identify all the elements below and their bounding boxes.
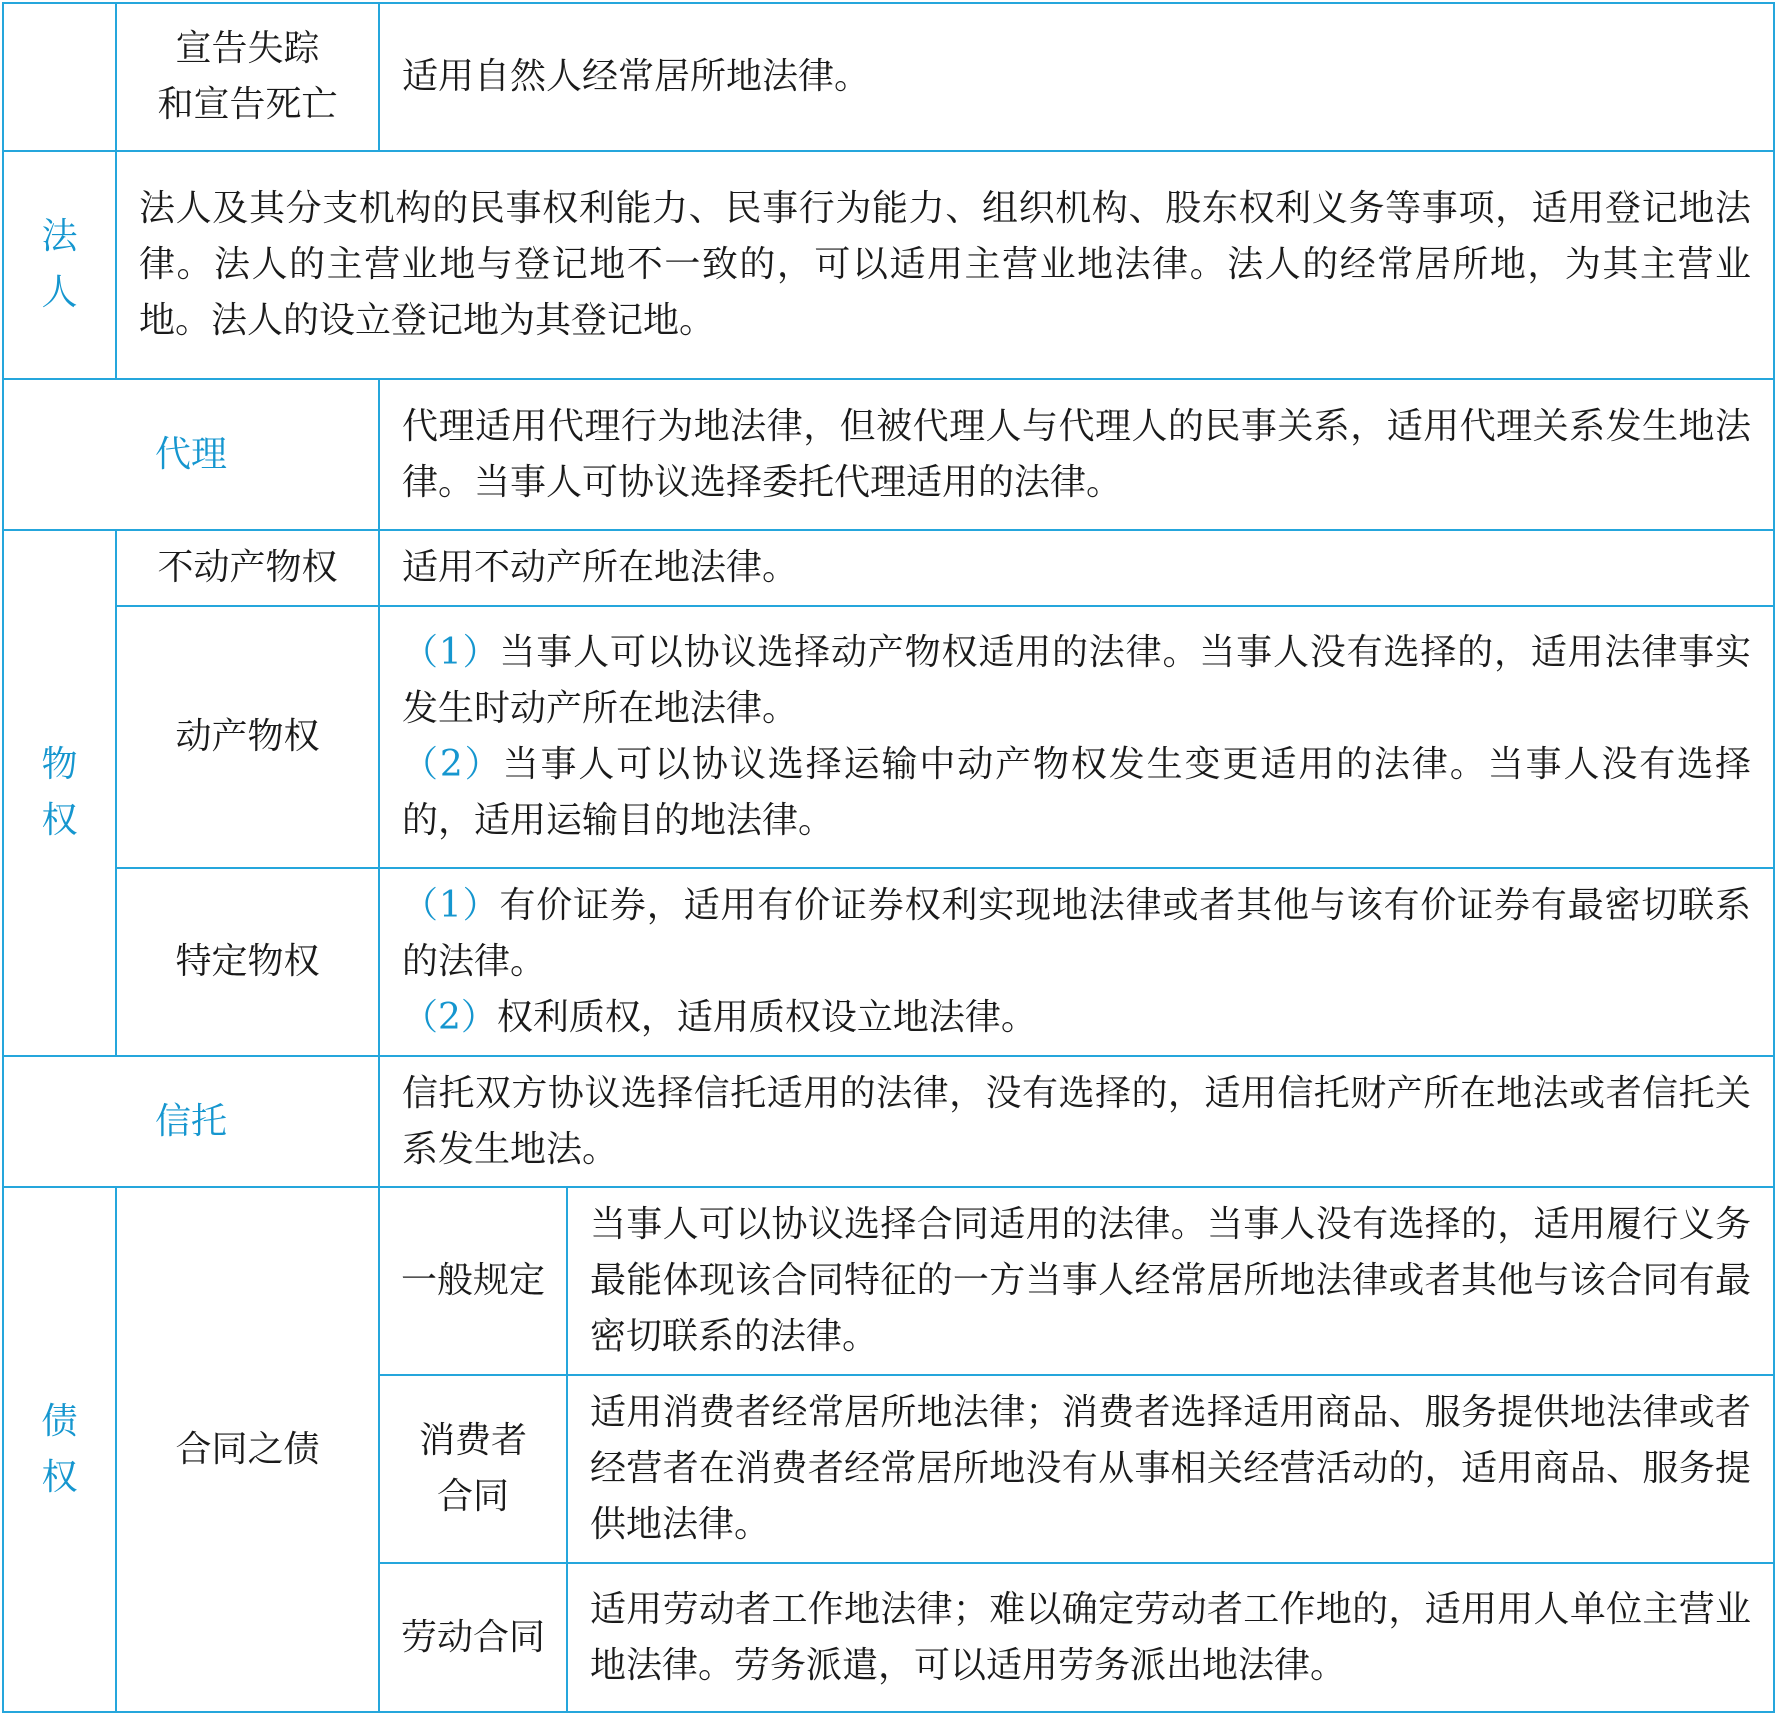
row-specific-property (3, 868, 1774, 1056)
legal-person-rule: 法人及其分支机构的民事权利能力、民事行为能力、组织机构、股东权利义务等事项，适用登记地法律。法人的主营业地与登记地不一致的，可以适用主营业地法律。法人的经常居所地，为其主营业地。法人的设立登记地为其登记地。 (116, 151, 1774, 379)
row-contract-general (3, 1187, 1774, 1375)
creditor-label-line1: 债 (41, 1400, 78, 1442)
consumer-contract-rule: 适用消费者经常居所地法律；消费者选择适用商品、服务提供地法律或者经营者在消费者经常居所地没有从事相关经营活动的，适用商品、服务提供地法律。 (567, 1375, 1774, 1563)
specific-item-2-text: 权利质权，适用质权设立地法律。 (496, 997, 1037, 1038)
specific-item-1-number: （1） (402, 885, 500, 926)
movable-item-1-number: （1） (402, 632, 500, 673)
choice-of-law-table (2, 2, 1775, 1713)
creditor-rights-label (3, 1187, 116, 1712)
row-missing-death (3, 3, 1774, 151)
missing-death-label (116, 3, 379, 151)
row-agency (3, 379, 1774, 530)
row-immovable-property (3, 530, 1774, 606)
consumer-contract-label (379, 1375, 567, 1563)
movable-item-1 (402, 625, 1751, 737)
row-movable-property (3, 606, 1774, 868)
consumer-label-line1: 消费者 (418, 1420, 527, 1461)
contract-debt-label: 合同之债 (116, 1187, 379, 1712)
property-rights-label (3, 530, 116, 1056)
property-label-line1: 物 (41, 744, 78, 785)
labor-contract-label: 劳动合同 (379, 1563, 567, 1712)
legal-person-label (3, 151, 116, 379)
labor-contract-rule: 适用劳动者工作地法律；难以确定劳动者工作地的，适用用人单位主营业地法律。劳务派遣，可以适用劳务派出地法律。 (567, 1563, 1774, 1712)
missing-death-rule: 适用自然人经常居所地法律。 (379, 3, 1774, 151)
movable-item-2-text: 当事人可以协议选择运输中动产物权发生变更适用的法律。当事人没有选择的，适用运输目的地法律。 (402, 744, 1752, 841)
missing-label-line1: 宣告失踪 (175, 28, 320, 69)
movable-item-2 (402, 737, 1751, 849)
agency-rule: 代理适用代理行为地法律，但被代理人与代理人的民事关系，适用代理关系发生地法律。当事人可协议选择委托代理适用的法律。 (379, 379, 1774, 530)
specific-item-2-number: （2） (402, 997, 497, 1038)
agency-label: 代理 (3, 379, 379, 530)
legal-person-label-line2: 人 (41, 272, 78, 313)
trust-label: 信托 (3, 1056, 379, 1187)
movable-item-2-number: （2） (402, 744, 503, 785)
movable-property-rule (379, 606, 1774, 868)
immovable-property-rule: 适用不动产所在地法律。 (379, 530, 1774, 606)
row-trust (3, 1056, 1774, 1187)
movable-property-label: 动产物权 (116, 606, 379, 868)
creditor-label-line2: 权 (41, 1456, 78, 1498)
specific-property-rule (379, 868, 1774, 1056)
immovable-property-label: 不动产物权 (116, 530, 379, 606)
missing-label-line2: 和宣告死亡 (157, 84, 338, 125)
general-provisions-label: 一般规定 (379, 1187, 567, 1375)
specific-item-1 (402, 878, 1751, 990)
row-missing-empty-cell (3, 3, 116, 151)
specific-item-1-text: 有价证券，适用有价证券权利实现地法律或者其他与该有价证券有最密切联系的法律。 (402, 885, 1752, 982)
specific-property-label: 特定物权 (116, 868, 379, 1056)
specific-item-2 (402, 990, 1751, 1046)
consumer-label-line2: 合同 (436, 1476, 509, 1517)
trust-rule: 信托双方协议选择信托适用的法律，没有选择的，适用信托财产所在地法或者信托关系发生地法。 (379, 1056, 1774, 1187)
movable-item-1-text: 当事人可以协议选择动产物权适用的法律。当事人没有选择的，适用法律事实发生时动产所在地法律。 (402, 632, 1752, 729)
property-label-line2: 权 (41, 800, 78, 841)
row-legal-person (3, 151, 1774, 379)
general-provisions-rule: 当事人可以协议选择合同适用的法律。当事人没有选择的，适用履行义务最能体现该合同特征的一方当事人经常居所地法律或者其他与该合同有最密切联系的法律。 (567, 1187, 1774, 1375)
legal-person-label-line1: 法 (41, 216, 78, 257)
